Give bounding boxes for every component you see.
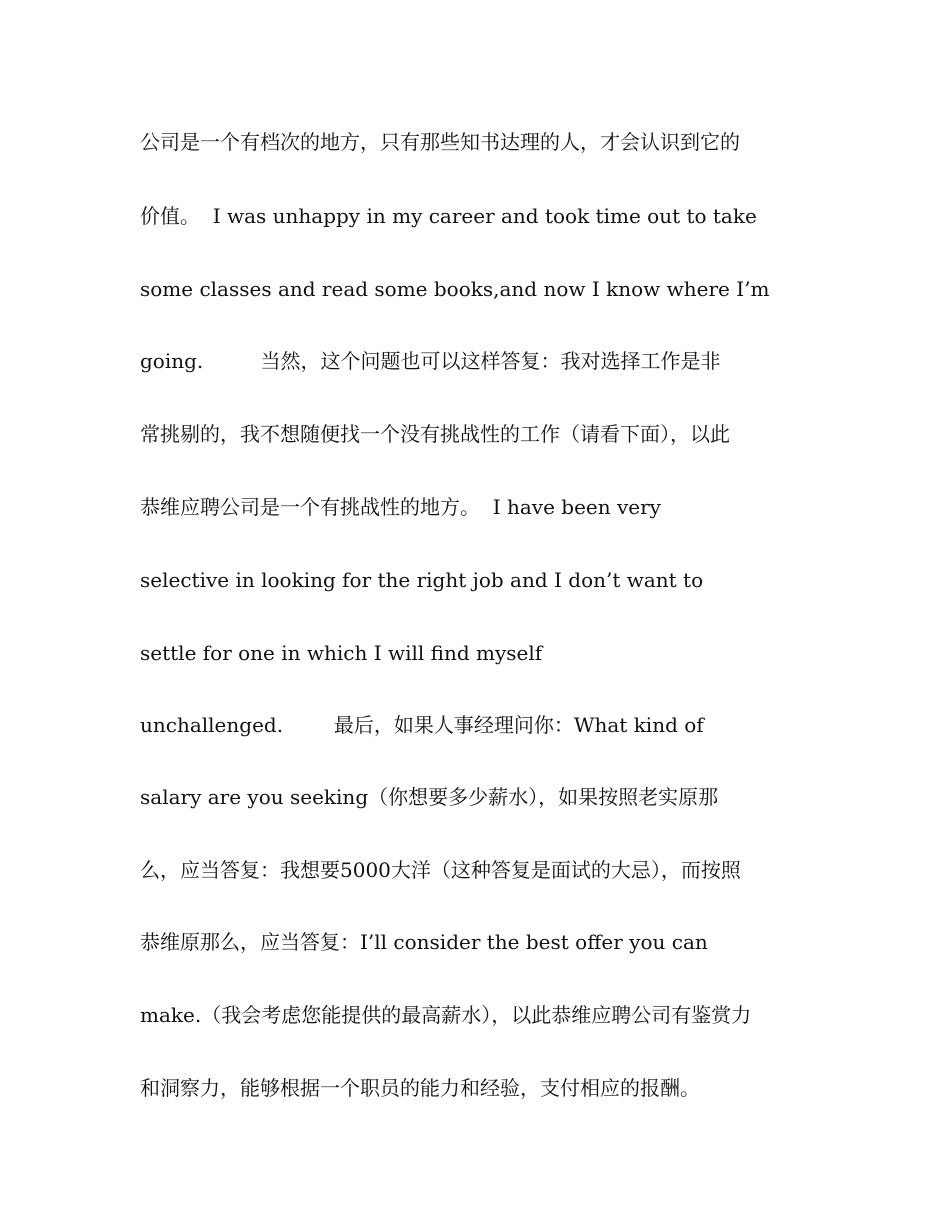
- text-line: 么，应当答复：我想要5000大洋（这种答复是面试的大忌），而按照: [140, 858, 741, 882]
- text-line: 恭维原那么，应当答复：I’ll consider the best offer you can: [140, 930, 708, 954]
- text-line: selective in looking for the right job and I don’t want to: [140, 568, 704, 592]
- text-line: 常挑剔的，我不想随便找一个没有挑战性的工作（请看下面），以此: [140, 422, 730, 446]
- text-line: going. 当然，这个问题也可以这样答复：我对选择工作是非: [140, 349, 721, 373]
- text-line: 和洞察力，能够根据一个职员的能力和经验，支付相应的报酬。: [140, 1076, 700, 1100]
- text-line: some classes and read some books,and now I know where I’m: [140, 277, 770, 301]
- text-line: salary are you seeking（你想要多少薪水），如果按照老实原那: [140, 785, 719, 809]
- text-line: 价值。 I was unhappy in my career and took time out to take: [140, 204, 757, 228]
- text-line: 公司是一个有档次的地方，只有那些知书达理的人，才会认识到它的: [140, 130, 740, 154]
- text-line: settle for one in which I will find myself: [140, 641, 543, 665]
- text-line: 恭维应聘公司是一个有挑战性的地方。 I have been very: [140, 495, 661, 519]
- text-line: make.（我会考虑您能提供的最高薪水），以此恭维应聘公司有鉴赏力: [140, 1003, 752, 1027]
- text-line: unchallenged. 最后，如果人事经理问你：What kind of: [140, 713, 704, 737]
